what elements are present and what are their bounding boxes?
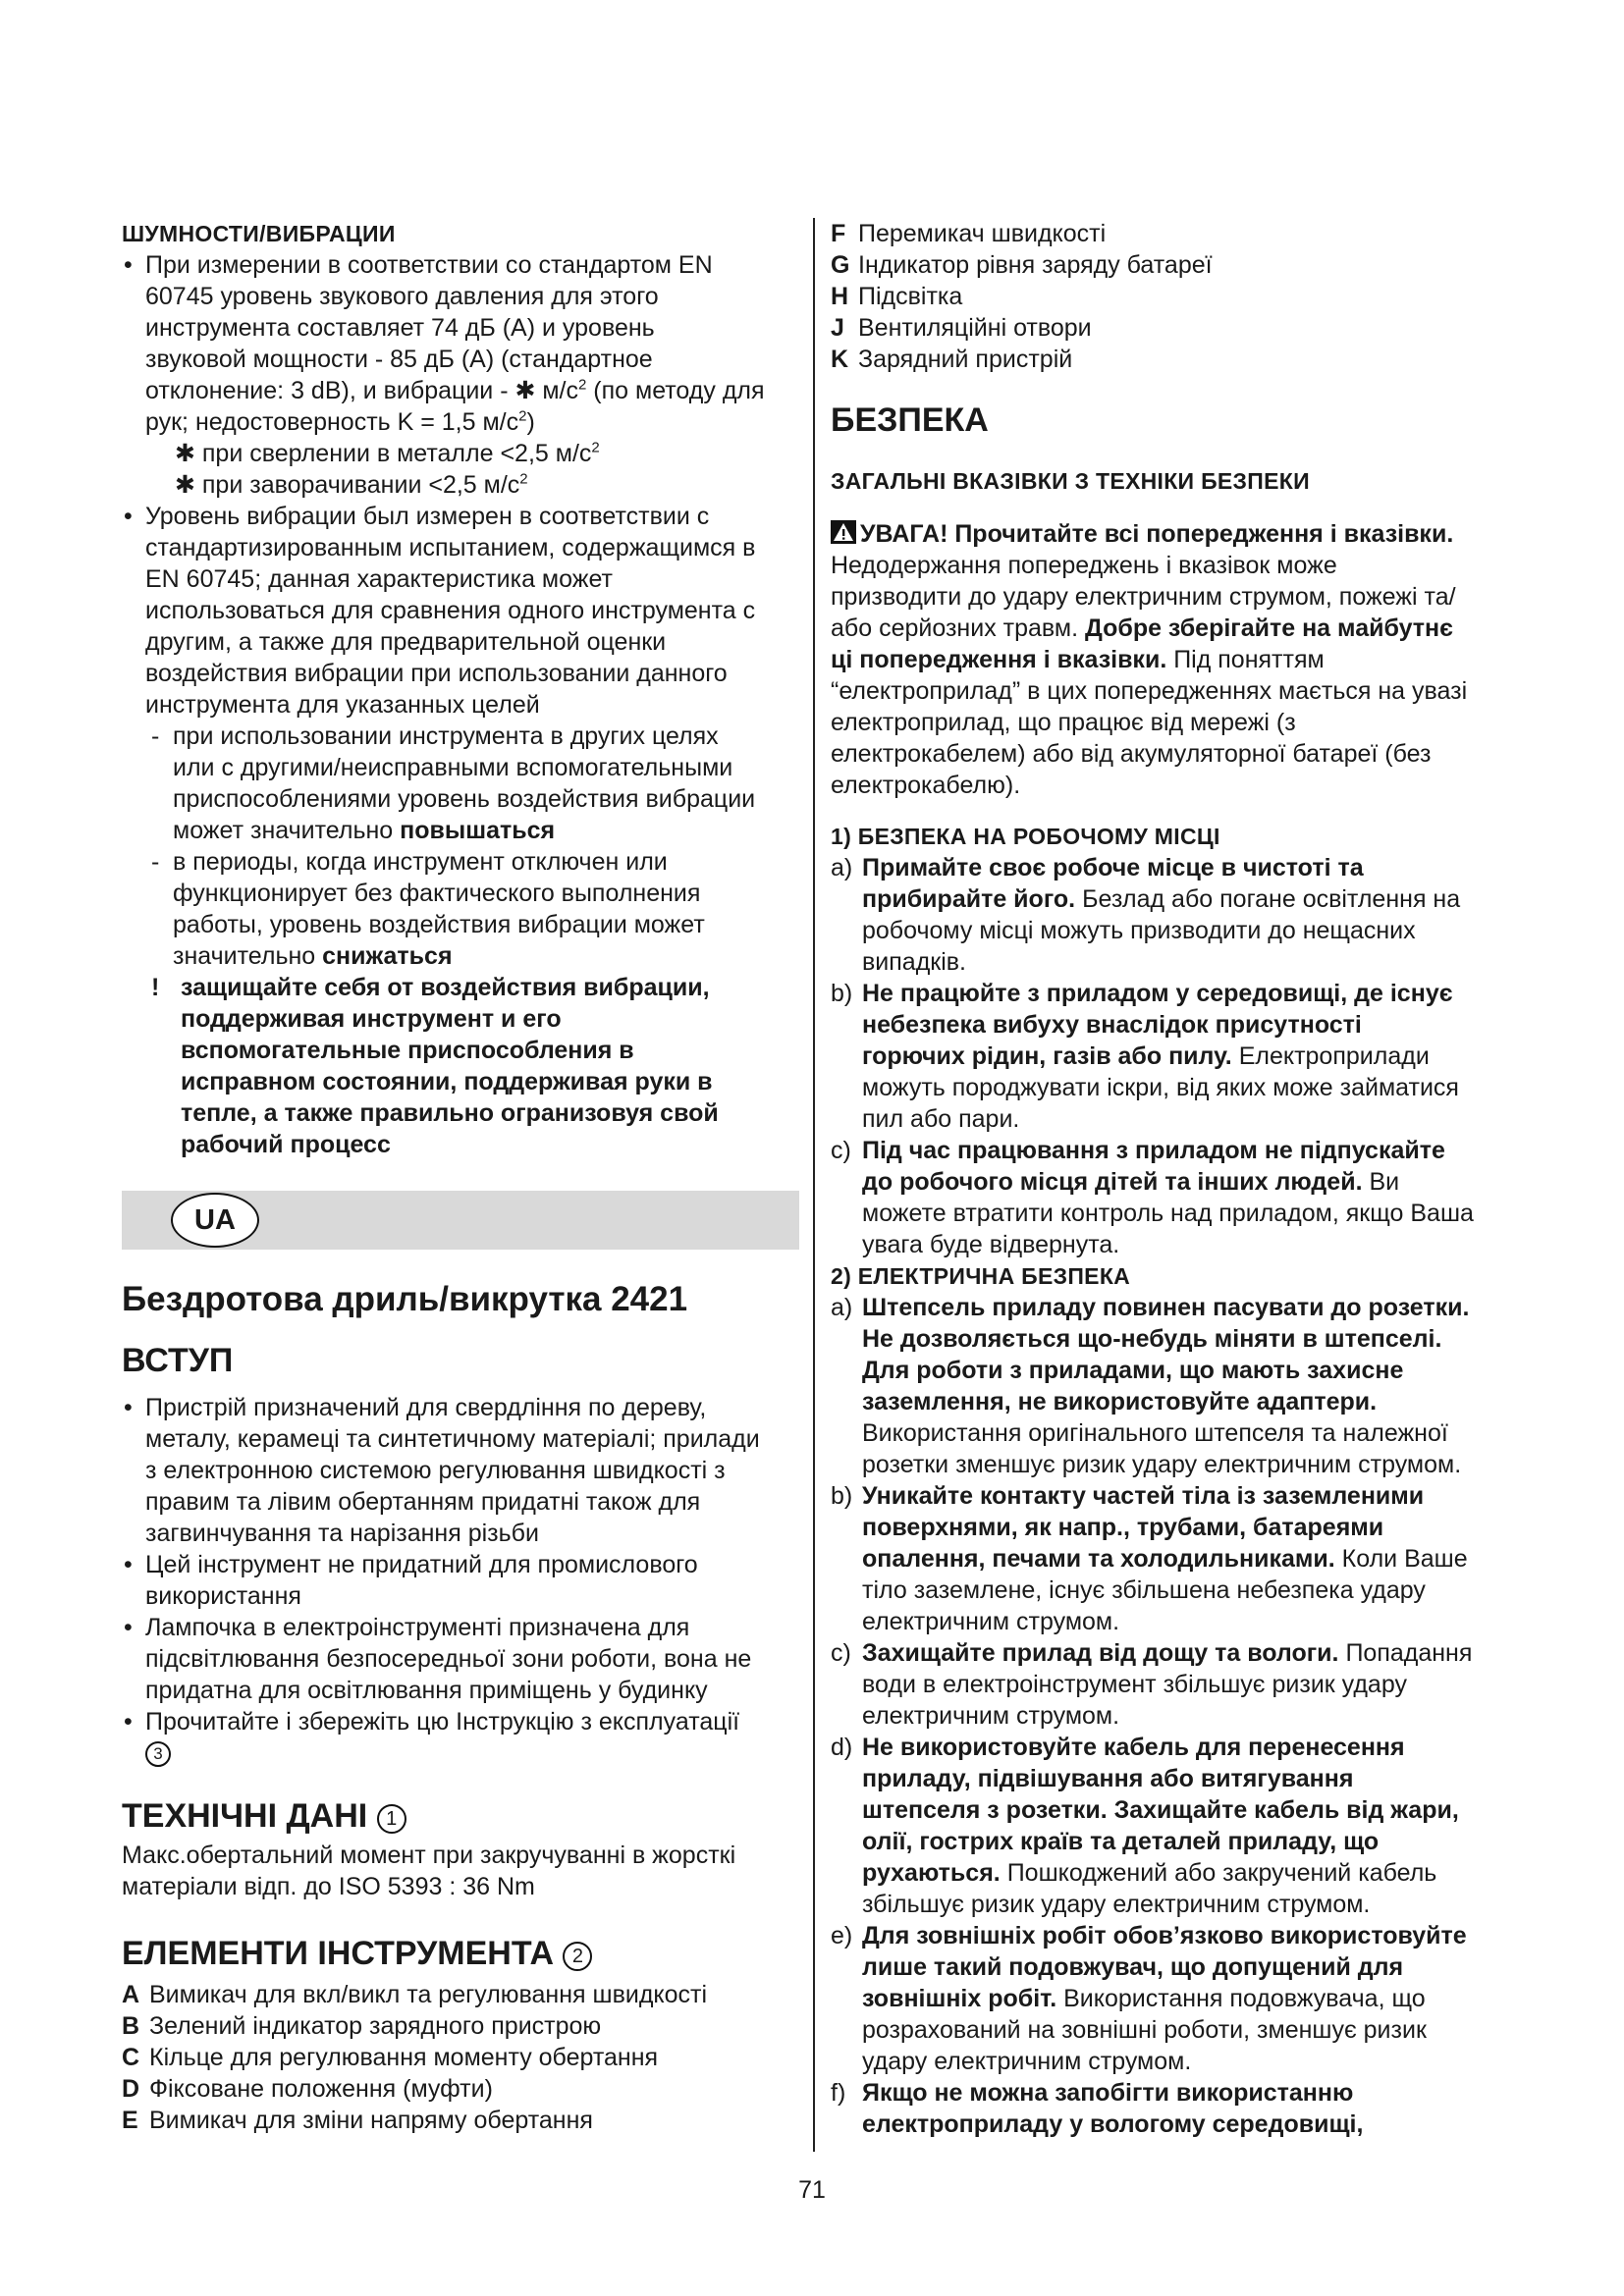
text-line <box>862 1543 1518 1575</box>
text-line: 60745 уровень звукового давления для этого <box>145 283 659 310</box>
text-line: Не дозволяється що-небудь міняти в штепселі. <box>862 1325 1442 1353</box>
rule-item <box>831 1732 1518 1920</box>
left-column <box>122 218 799 1160</box>
figure-ref-1: 1 <box>377 1804 406 1834</box>
text-line: електрокабелем) або від акумуляторної батареї (без <box>831 740 1432 768</box>
text-line: Для зовнішніх робіт обов’язково використовуйте <box>862 1922 1467 1949</box>
warning-icon <box>831 520 856 544</box>
bold-span: прибирайте його. <box>862 885 1076 913</box>
text-line: • При измерении в соответствии со стандартом EN <box>145 251 713 279</box>
rule-item <box>831 1637 1518 1732</box>
item-letter: b) <box>831 980 853 1007</box>
warning-block <box>831 518 1518 801</box>
text-line: пил або пари. <box>862 1105 1020 1133</box>
list-item <box>122 2010 799 2042</box>
text-line: Не використовуйте кабель для перенесення <box>862 1734 1405 1761</box>
text-line: розрахований на зовнішні роботи, зменшує ризик <box>862 2016 1427 2044</box>
text-line: “електроприлад” в цих попередженнях мається на увазі <box>831 677 1468 705</box>
text-line: правим та лівим обертанням придатні також для <box>145 1488 701 1516</box>
item-key: A <box>122 1981 140 2008</box>
right-column <box>831 218 1518 2140</box>
item-letter: a) <box>831 1294 853 1321</box>
text-span: ) <box>526 408 535 436</box>
text-line: електричним струмом. <box>862 1702 1120 1730</box>
tech-data-heading <box>122 1794 799 1838</box>
text-line: розетки зменшує ризик удару електричним струмом. <box>862 1451 1462 1478</box>
superscript: 2 <box>518 407 527 425</box>
item-text: Фіксоване положення (муфти) <box>149 2075 493 2103</box>
text-line: електроприлад, що працює від мережі (з <box>831 709 1296 736</box>
tech-data-text <box>122 1840 799 1902</box>
rule-item <box>831 978 1518 1135</box>
figure-ref-2: 2 <box>563 1942 592 1971</box>
text-line: Штепсель приладу повинен пасувати до розетки. <box>862 1294 1470 1321</box>
text-line: штепселя з розетки. Захищайте кабель від жари, <box>862 1796 1459 1824</box>
text-line <box>862 1983 1518 2014</box>
text-line: олії, гострих країв та деталей приладу, що <box>862 1828 1380 1855</box>
text-line: збільшує ризик удару електричним струмом. <box>862 1891 1371 1918</box>
dash-marker: - <box>151 722 160 750</box>
bold-span: повышаться <box>400 817 556 844</box>
bold-span: Захищайте прилад від дощу та вологи. <box>862 1639 1339 1667</box>
intro-bullet <box>122 1706 799 1769</box>
item-letter: b) <box>831 1482 853 1510</box>
heading-text: ТЕХНІЧНІ ДАНІ <box>122 1797 368 1835</box>
text-line: в периоды, когда инструмент отключен или <box>173 848 668 876</box>
text-line: стандартизированным испытанием, содержащимся в <box>145 534 756 561</box>
text-line: приладу, підвішування або витягування <box>862 1765 1354 1792</box>
text-line: тіло заземлене, існує збільшена небезпека удару <box>862 1576 1426 1604</box>
bold-span: опалення, печами та холодильниками. <box>862 1545 1335 1573</box>
text-line: робочому місці можуть призводити до нещасних <box>862 917 1416 944</box>
text-line: Під час працювання з приладом не підпускайте <box>862 1137 1445 1164</box>
text-line <box>145 375 799 406</box>
text-line: матеріали відп. до ISO 5393 : 36 Nm <box>122 1873 535 1900</box>
bold-span: снижаться <box>322 942 453 970</box>
text-line: з електронною системою регулювання швидкості з <box>145 1457 726 1484</box>
text-line <box>862 1637 1518 1669</box>
item-text: Кільце для регулювання моменту обертання <box>149 2044 659 2071</box>
text-line <box>862 1041 1518 1072</box>
rule-item <box>831 852 1518 978</box>
text-line: функционирует без фактического выполнения <box>173 880 701 907</box>
text-span: Використання подовжувача, що <box>1056 1985 1426 2012</box>
language-badge: UA <box>171 1193 259 1248</box>
text-line: лише такий подовжувач, що допущений для <box>862 1953 1404 1981</box>
text-line: води в електроінструмент збільшує ризик удару <box>862 1671 1407 1698</box>
star-line-screwing <box>145 469 799 501</box>
list-item <box>831 249 1518 281</box>
bold-span: зовнішніх робіт. <box>862 1985 1057 2012</box>
text-span: отклонение: 3 dB), и вибрации - ✱ м/с <box>145 377 578 404</box>
text-span: рук; недостоверность K = 1,5 м/с <box>145 408 519 436</box>
vibration-bullet <box>122 501 799 721</box>
text-line <box>862 1857 1518 1889</box>
item-letter: d) <box>831 1734 853 1761</box>
list-item <box>831 312 1518 344</box>
bold-span: рухаються. <box>862 1859 1001 1887</box>
text-line: Примайте своє робоче місце в чистоті та <box>862 854 1364 881</box>
text-line: удару електричним струмом. <box>862 2048 1192 2075</box>
text-line: електроприладу у вологому середовищі, <box>862 2110 1364 2138</box>
work-area-safety-heading: 1) БЕЗПЕКА НА РОБОЧОМУ МІСЦІ <box>831 824 1220 849</box>
item-text: Вимикач для зміни напряму обертання <box>149 2107 593 2134</box>
text-span: ✱ при сверлении в металле <2,5 м/с <box>175 440 592 467</box>
list-item <box>831 281 1518 312</box>
text-line <box>145 1737 799 1769</box>
heading-text: ЕЛЕМЕНТИ ІНСТРУМЕНТА <box>122 1935 555 1972</box>
text-line: • Пристрій призначений для свердління по дереву, <box>145 1394 707 1421</box>
intro-list <box>122 1392 799 1769</box>
safety-heading: БЕЗПЕКА <box>831 401 989 439</box>
elements-list-cont <box>831 218 1518 375</box>
warning-bold-text: УВАГА! Прочитайте всі попередження і вказівки. <box>860 520 1454 548</box>
intro-bullet <box>122 1392 799 1549</box>
text-line: инструмента для указанных целей <box>145 691 540 719</box>
text-line: небезпека вибуху внаслідок присутності <box>862 1011 1362 1039</box>
text-line: загвинчування та нарізання різьби <box>145 1520 539 1547</box>
text-line: • Прочитайте і збережіть цю Інструкцію з експлуатації <box>145 1708 740 1735</box>
intro-heading: ВСТУП <box>122 1342 234 1379</box>
text-span: або серйозних травм. <box>831 614 1085 642</box>
text-line: Для роботи з приладами, що мають захисне <box>862 1357 1404 1384</box>
column-divider <box>813 218 815 2152</box>
text-line: електрокабелю). <box>831 772 1021 799</box>
exclamation-item <box>122 972 799 1160</box>
text-line: другим, а также для предварительной оценки <box>145 628 667 656</box>
text-line: увага буде відвернута. <box>862 1231 1120 1258</box>
text-line: • Уровень вибрации был измерен в соответствии с <box>145 503 710 530</box>
text-line <box>145 406 799 438</box>
item-text: Перемикач швидкості <box>858 220 1107 247</box>
item-letter: c) <box>831 1137 851 1164</box>
electrical-safety-heading: 2) ЕЛЕКТРИЧНА БЕЗПЕКА <box>831 1263 1131 1289</box>
text-line: металу, керамеці та синтетичному матеріалі; прилади <box>145 1425 760 1453</box>
bold-span: горючих рідин, газів або пилу. <box>862 1042 1232 1070</box>
text-line <box>831 613 1518 644</box>
item-text: Вентиляційні отвори <box>858 314 1092 342</box>
text-line <box>862 883 1518 915</box>
text-line: поддерживая инструмент и его <box>181 1005 562 1033</box>
text-line <box>862 1166 1518 1198</box>
exclamation-marker: ! <box>151 974 160 1001</box>
ua-section <box>122 1276 799 2136</box>
text-line: випадків. <box>862 948 966 976</box>
intro-bullet <box>122 1612 799 1706</box>
list-item <box>122 2042 799 2073</box>
item-key: J <box>831 314 844 342</box>
figure-ref-3: 3 <box>145 1741 171 1767</box>
text-line: воздействия вибрации при использовании данного <box>145 660 728 687</box>
text-line: призводити до удару електричним струмом, пожежі та/ <box>831 583 1456 611</box>
text-span: значительно <box>173 942 323 970</box>
list-item <box>122 2073 799 2105</box>
text-line: инструмента составляет 74 дБ (A) и уровень <box>145 314 655 342</box>
text-line: заземлення, не використовуйте адаптери. <box>862 1388 1378 1415</box>
text-span: ✱ при заворачивании <2,5 м/с <box>175 471 520 499</box>
star-line-drilling <box>145 438 799 469</box>
text-span: Коли Ваше <box>1334 1545 1468 1573</box>
list-item <box>831 218 1518 249</box>
item-letter: c) <box>831 1639 851 1667</box>
item-key: K <box>831 346 849 373</box>
text-line: приспособлениями уровень воздействия вибрации <box>173 785 756 813</box>
text-line: Не працюйте з приладом у середовищі, де існує <box>862 980 1453 1007</box>
item-key: D <box>122 2075 140 2103</box>
text-line: Використання оригінального штепселя та належної <box>862 1419 1448 1447</box>
noise-vibration-heading: ШУМНОСТИ/ВИБРАЦИИ <box>122 221 396 246</box>
general-safety-heading: ЗАГАЛЬНІ ВКАЗІВКИ З ТЕХНІКИ БЕЗПЕКИ <box>831 468 1310 494</box>
text-line: EN 60745; данная характеристика может <box>145 565 613 593</box>
text-line: тепле, а также правильно огранизовуя свой <box>181 1099 719 1127</box>
text-span: Електроприлади <box>1231 1042 1430 1070</box>
item-letter: a) <box>831 854 853 881</box>
item-key: B <box>122 2012 140 2040</box>
text-line: Недодержання попереджень і вказівок може <box>831 552 1337 579</box>
item-key: G <box>831 251 850 279</box>
item-text: Зелений індикатор зарядного пристрою <box>149 2012 602 2040</box>
text-line: звуковой мощности - 85 дБ (A) (стандартное <box>145 346 653 373</box>
bold-span: до робочого місця дітей та інших людей. <box>862 1168 1363 1196</box>
item-key: C <box>122 2044 140 2071</box>
text-line <box>831 518 1518 550</box>
text-line: можете втратити контроль над приладом, якщо Ваша <box>862 1200 1474 1227</box>
superscript: 2 <box>591 439 600 456</box>
rule-item <box>831 1480 1518 1637</box>
dash-item-increase <box>122 721 799 846</box>
page-number: 71 <box>798 2176 826 2204</box>
product-title: Бездротова дриль/викрутка 2421 <box>122 1280 688 1318</box>
item-key: H <box>831 283 849 310</box>
text-line: рабочий процесс <box>181 1131 391 1158</box>
list-item <box>122 2105 799 2136</box>
bold-span: ці попередження і вказівки. <box>831 646 1167 673</box>
dash-item-decrease <box>122 846 799 972</box>
list-item <box>122 1979 799 2010</box>
text-line: • Лампочка в електроінструменті призначена для <box>145 1614 690 1641</box>
text-line: работы, уровень воздействия вибрации может <box>173 911 705 938</box>
rule-item <box>831 1135 1518 1260</box>
item-letter: f) <box>831 2079 846 2107</box>
text-line: при использовании инструмента в других целях <box>173 722 719 750</box>
text-line: електричним струмом. <box>862 1608 1120 1635</box>
text-line: Уникайте контакту частей тіла із заземленими <box>862 1482 1425 1510</box>
rule-item <box>831 2077 1518 2140</box>
superscript: 2 <box>578 376 587 394</box>
text-line: защищайте себя от воздействия вибрации, <box>181 974 710 1001</box>
item-letter: e) <box>831 1922 853 1949</box>
dash-marker: - <box>151 848 160 876</box>
text-line: • Цей інструмент не придатний для промислового <box>145 1551 698 1578</box>
text-span: (по методу для <box>586 377 765 404</box>
rule-item <box>831 1292 1518 1480</box>
text-span: Попадання <box>1338 1639 1473 1667</box>
item-key: E <box>122 2107 138 2134</box>
text-span: Безлад або погане освітлення на <box>1075 885 1461 913</box>
list-item <box>831 344 1518 375</box>
elements-list <box>122 1979 799 2136</box>
item-key: F <box>831 220 846 247</box>
noise-bullet <box>122 249 799 501</box>
language-bar <box>122 1191 799 1250</box>
text-span: Під поняттям <box>1166 646 1325 673</box>
text-line: придатна для освітлювання приміщень у будинку <box>145 1677 708 1704</box>
text-line: вспомогательные приспособления в <box>181 1037 634 1064</box>
text-line <box>831 644 1518 675</box>
text-line: використання <box>145 1582 301 1610</box>
text-line: исправном состоянии, поддерживая руки в <box>181 1068 713 1095</box>
rule-item <box>831 1920 1518 2077</box>
text-line: можуть породжувати іскри, від яких може займатися <box>862 1074 1459 1101</box>
text-line: поверхнями, як напр., трубами, батареями <box>862 1514 1384 1541</box>
bold-span: Добре зберігайте на майбутнє <box>1084 614 1453 642</box>
text-line: или с другими/неисправными вспомогательными <box>173 754 733 781</box>
elements-heading <box>122 1932 799 1975</box>
text-span: может значительно <box>173 817 401 844</box>
text-line: Якщо не можна запобігти використанню <box>862 2079 1354 2107</box>
item-text: Індикатор рівня заряду батареї <box>858 251 1213 279</box>
superscript: 2 <box>519 470 528 488</box>
item-text: Підсвітка <box>858 283 963 310</box>
text-line: Макс.обертальний момент при закручуванні в жорсткі <box>122 1842 736 1869</box>
text-line <box>173 940 799 972</box>
intro-bullet <box>122 1549 799 1612</box>
text-span: Пошкоджений або закручений кабель <box>1000 1859 1437 1887</box>
text-line <box>173 815 799 846</box>
text-line: использоваться для сравнения одного инструмента с <box>145 597 756 624</box>
text-span: Ви <box>1362 1168 1400 1196</box>
item-text: Вимикач для вкл/викл та регулювання швидкості <box>149 1981 708 2008</box>
item-text: Зарядний пристрій <box>858 346 1073 373</box>
text-line: підсвітлювання безпосередньої зони роботи, вона не <box>145 1645 752 1673</box>
